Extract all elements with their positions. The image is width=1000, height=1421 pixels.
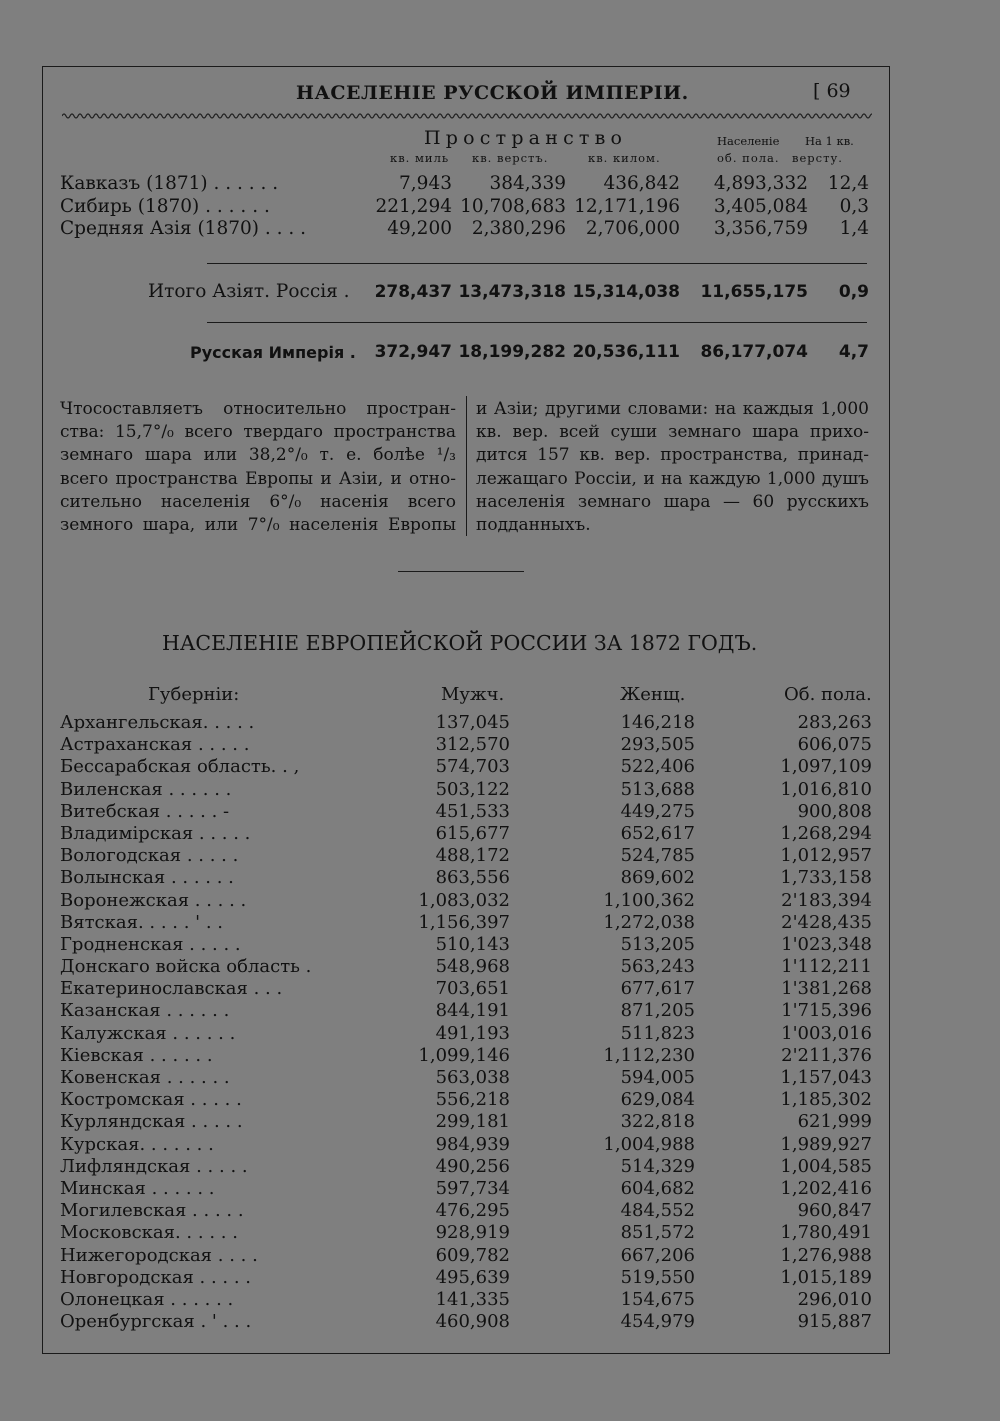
- total-count: 1,185,302: [780, 1089, 872, 1111]
- total-count: 1,097,109: [780, 756, 872, 778]
- gubernia-name: Костромская . . . . .: [60, 1089, 242, 1111]
- table-row: [60, 890, 874, 912]
- female-count: 524,785: [620, 845, 695, 867]
- short-divider: [398, 571, 524, 572]
- table-row: [60, 956, 874, 978]
- gubernia-name: Вологодская . . . . .: [60, 845, 239, 867]
- table-row: [60, 1178, 874, 1200]
- total-count: 1,015,189: [780, 1266, 872, 1288]
- table-row: [60, 1222, 874, 1244]
- female-count: 514,329: [620, 1155, 695, 1177]
- female-count: 1,112,230: [603, 1044, 695, 1066]
- male-count: 984,939: [435, 1133, 510, 1155]
- table-row: [60, 1134, 874, 1156]
- table-row: [60, 823, 874, 845]
- total-count: 296,010: [797, 1288, 872, 1310]
- column-rule: [466, 396, 467, 536]
- col-total: Об. пола.: [784, 684, 872, 705]
- col-population: Населеніе: [717, 134, 780, 148]
- gubernia-name: Виленская . . . . . .: [60, 778, 232, 800]
- female-count: 449,275: [620, 800, 695, 822]
- male-count: 488,172: [435, 845, 510, 867]
- table-row: [60, 1089, 874, 1111]
- table-row: [60, 1000, 874, 1022]
- total-count: 1'112,211: [781, 956, 872, 978]
- female-count: 1,100,362: [603, 889, 695, 911]
- female-count: 1,004,988: [603, 1133, 695, 1155]
- paragraph-left: Чтосоставляетъ относительно простран- ства: 15,7°/₀ всего твердаго пространства земнаго шара или 38,2°/₀ т. е. болѣе ¹/₃ всего пространства Европы и Азіи, и отно- сительно населенія 6°/₀ насенія всего земного шара, или 7°/₀ населенія Европы: [60, 399, 456, 536]
- female-count: 293,505: [620, 734, 695, 756]
- female-count: 652,617: [620, 822, 695, 844]
- gubernia-name: Архангельская. . . . .: [60, 712, 255, 733]
- col-sq-km: кв. килом.: [588, 151, 661, 165]
- male-count: 556,218: [435, 1089, 510, 1111]
- total-count: 1,780,491: [780, 1222, 872, 1244]
- gubernia-name: Владимірская . . . . .: [60, 822, 251, 844]
- female-count: 871,205: [620, 1000, 695, 1022]
- total-count: 606,075: [797, 734, 872, 756]
- female-count: 146,218: [620, 712, 695, 733]
- table-row: [60, 779, 874, 801]
- female-count: 513,688: [620, 778, 695, 800]
- table-row: [60, 978, 874, 1000]
- male-count: 510,143: [435, 933, 510, 955]
- male-count: 141,335: [435, 1288, 510, 1310]
- table-row: [60, 1045, 874, 1067]
- female-count: 322,818: [620, 1111, 695, 1133]
- total-count: 900,808: [797, 800, 872, 822]
- table-row: [60, 1245, 874, 1267]
- male-count: 490,256: [435, 1155, 510, 1177]
- gubernia-name: Астраханская . . . . .: [60, 734, 250, 756]
- female-count: 513,205: [620, 933, 695, 955]
- paragraph-right: и Азіи; другими словами: на каждыя 1,000 кв. вер. всей суши земнаго шара прихо- дится 157 кв. вер. пространства, принад- лежащаго Россіи, и на каждую 1,000 душъ населенія земнаго шара — 60 русскихъ подданныхъ.: [476, 399, 869, 536]
- gubernia-name: Лифляндская . . . . .: [60, 1155, 248, 1177]
- total-count: 1,733,158: [780, 867, 872, 889]
- male-count: 1,099,146: [418, 1044, 510, 1066]
- male-count: 495,639: [435, 1266, 510, 1288]
- divider: [207, 263, 867, 264]
- total-count: 1'715,396: [781, 1000, 872, 1022]
- total-count: 1'381,268: [781, 978, 872, 1000]
- section-title: НАСЕЛЕНІЕ ЕВРОПЕЙСКОЙ РОССИИ ЗА 1872 ГОДЪ.: [162, 631, 758, 655]
- female-count: 154,675: [620, 1288, 695, 1310]
- table-row: [60, 867, 874, 889]
- col-density: На 1 кв.: [805, 134, 854, 148]
- male-count: 563,038: [435, 1067, 510, 1088]
- male-count: 503,122: [435, 778, 510, 800]
- divider: [207, 322, 867, 323]
- col-male: Мужч.: [441, 684, 505, 705]
- male-count: 460,908: [435, 1311, 510, 1333]
- male-count: 574,703: [435, 756, 510, 778]
- gubernia-name: Бессарабская область. . ,: [60, 756, 300, 778]
- table-row: [60, 1067, 874, 1089]
- col-gubernia: Губерніи:: [148, 684, 240, 705]
- female-count: 629,084: [620, 1089, 695, 1111]
- table-row: [60, 934, 874, 956]
- space-group-header: Пространство: [424, 127, 628, 149]
- female-count: 1,272,038: [603, 911, 695, 933]
- col-population-sub: об. пола.: [717, 151, 780, 165]
- male-count: 844,191: [435, 1000, 510, 1022]
- male-count: 609,782: [435, 1244, 510, 1266]
- gubernia-name: Вятская. . . . . ' . .: [60, 911, 224, 933]
- gubernia-name: Новгородская . . . . .: [60, 1266, 252, 1288]
- female-count: 677,617: [620, 978, 695, 1000]
- total-count: 1,276,988: [780, 1244, 872, 1266]
- total-count: 1,202,416: [780, 1177, 872, 1199]
- male-count: 1,156,397: [418, 911, 510, 933]
- female-count: 869,602: [620, 867, 695, 889]
- gubernia-name: Кіевская . . . . . .: [60, 1044, 213, 1066]
- col-density-sub: версту.: [792, 151, 843, 165]
- gubernia-name: Воронежская . . . . .: [60, 889, 247, 911]
- male-count: 597,734: [435, 1177, 510, 1199]
- male-count: 491,193: [435, 1022, 510, 1044]
- total-count: 2'428,435: [781, 911, 872, 933]
- male-count: 615,677: [435, 822, 510, 844]
- gubernia-name: Курляндская . . . . .: [60, 1111, 243, 1133]
- table-row: [60, 712, 874, 734]
- gubernia-name: Донскаго войска область .: [60, 956, 312, 978]
- total-count: 1,989,927: [780, 1133, 872, 1155]
- table-row: [60, 1156, 874, 1178]
- gubernia-name: Ковенская . . . . . .: [60, 1067, 230, 1088]
- gubernia-name: Курская. . . . . . .: [60, 1133, 214, 1155]
- table-row: [60, 1023, 874, 1045]
- population-table: [60, 712, 874, 1333]
- gubernia-name: Калужская . . . . . .: [60, 1022, 236, 1044]
- total-count: 1,016,810: [780, 778, 872, 800]
- table-row: [60, 756, 874, 778]
- table-row: [60, 801, 874, 823]
- male-count: 299,181: [435, 1111, 510, 1133]
- female-count: 484,552: [620, 1200, 695, 1222]
- total-count: 1,004,585: [780, 1155, 872, 1177]
- table-row: [60, 734, 874, 756]
- table-row: [60, 1311, 874, 1333]
- table-row: [60, 1289, 874, 1311]
- table-row: [60, 912, 874, 934]
- total-count: 2'183,394: [781, 889, 872, 911]
- col-sq-miles: кв. миль: [390, 151, 450, 165]
- gubernia-name: Витебская . . . . . -: [60, 800, 230, 822]
- table-row: [60, 845, 874, 867]
- page-number: [ 69: [813, 80, 851, 102]
- col-female: Женщ.: [620, 684, 686, 705]
- gubernia-name: Волынская . . . . . .: [60, 867, 234, 889]
- male-count: 476,295: [435, 1200, 510, 1222]
- total-count: 1'023,348: [781, 933, 872, 955]
- table-row: [60, 1111, 874, 1133]
- female-count: 522,406: [620, 756, 695, 778]
- total-count: 621,999: [797, 1111, 872, 1133]
- gubernia-name: Гродненская . . . . .: [60, 933, 241, 955]
- gubernia-name: Нижегородская . . . .: [60, 1244, 258, 1266]
- female-count: 519,550: [620, 1266, 695, 1288]
- gubernia-name: Олонецкая . . . . . .: [60, 1288, 234, 1310]
- gubernia-name: Московская. . . . . .: [60, 1222, 238, 1244]
- table-row: [60, 1200, 874, 1222]
- page-title: НАСЕЛЕНІЕ РУССКОЙ ИМПЕРІИ.: [296, 82, 689, 104]
- male-count: 928,919: [435, 1222, 510, 1244]
- male-count: 703,651: [435, 978, 510, 1000]
- female-count: 563,243: [620, 956, 695, 978]
- gubernia-name: Минская . . . . . .: [60, 1177, 215, 1199]
- male-count: 548,968: [435, 956, 510, 978]
- female-count: 667,206: [620, 1244, 695, 1266]
- total-count: 1,012,957: [780, 845, 872, 867]
- male-count: 312,570: [435, 734, 510, 756]
- total-count: 1,157,043: [780, 1067, 872, 1088]
- total-count: 1'003,016: [781, 1022, 872, 1044]
- header-ornament: [62, 110, 872, 122]
- gubernia-name: Могилевская . . . . .: [60, 1200, 244, 1222]
- female-count: 851,572: [620, 1222, 695, 1244]
- total-count: 960,847: [797, 1200, 872, 1222]
- male-count: 451,533: [435, 800, 510, 822]
- total-count: 2'211,376: [781, 1044, 872, 1066]
- table-row: [60, 1267, 874, 1289]
- female-count: 511,823: [620, 1022, 695, 1044]
- female-count: 594,005: [620, 1067, 695, 1088]
- col-sq-versts: кв. верстъ.: [472, 151, 549, 165]
- male-count: 137,045: [435, 712, 510, 733]
- female-count: 604,682: [620, 1177, 695, 1199]
- male-count: 1,083,032: [418, 889, 510, 911]
- gubernia-name: Оренбургская . ' . . .: [60, 1311, 252, 1333]
- gubernia-name: Казанская . . . . . .: [60, 1000, 230, 1022]
- total-count: 915,887: [797, 1311, 872, 1333]
- total-count: 283,263: [797, 712, 872, 733]
- female-count: 454,979: [620, 1311, 695, 1333]
- male-count: 863,556: [435, 867, 510, 889]
- gubernia-name: Екатеринославская . . .: [60, 978, 283, 1000]
- total-count: 1,268,294: [780, 822, 872, 844]
